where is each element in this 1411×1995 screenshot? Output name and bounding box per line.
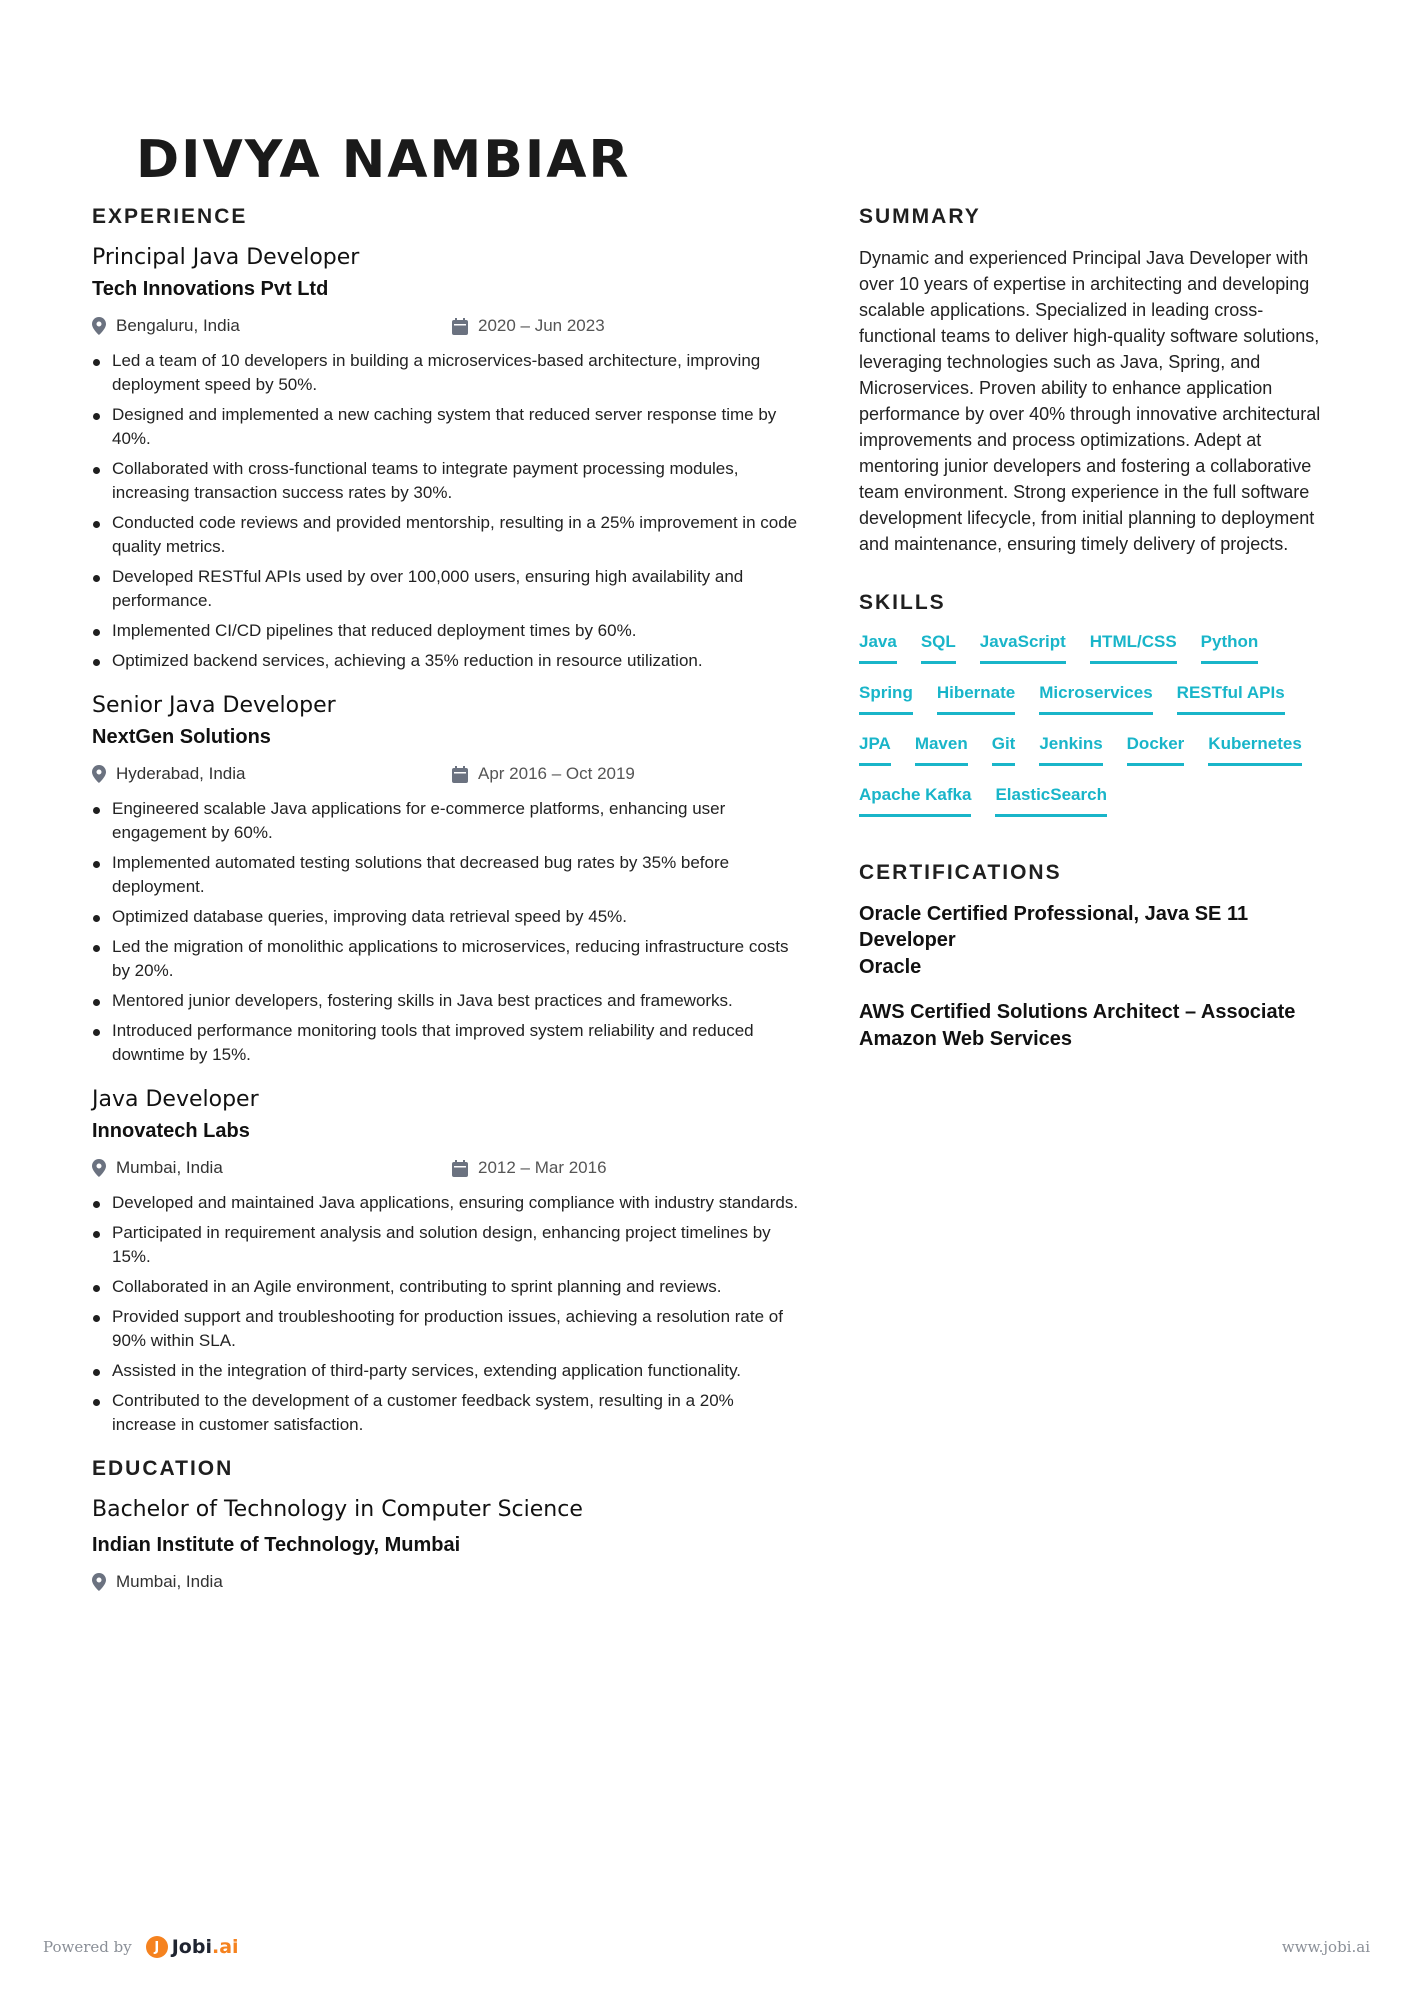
job-bullet: Led the migration of monolithic applications to microservices, reducing infrastructure costs by 20%. — [92, 935, 802, 983]
skill-tag: SQL — [921, 631, 956, 664]
job-bullets — [92, 1191, 802, 1437]
certification-entry — [859, 999, 1329, 1053]
calendar-icon — [452, 318, 468, 335]
certification-issuer: Amazon Web Services — [859, 1028, 1073, 1050]
logo-suffix: .ai — [211, 1936, 239, 1958]
skill-tag: Java — [859, 631, 897, 664]
certification-issuer: Oracle — [859, 956, 922, 978]
job-location: Hyderabad, India — [116, 764, 246, 783]
job-bullet: Optimized backend services, achieving a 35% reduction in resource utilization. — [92, 649, 802, 673]
skill-tag: Python — [1201, 631, 1259, 664]
candidate-name: DIVYA NAMBIAR — [136, 130, 631, 190]
certifications-list — [859, 901, 1329, 1053]
job-bullet: Led a team of 10 developers in building a microservices-based architecture, improving deployment speed by 50%. — [92, 349, 802, 397]
education-degree: Bachelor of Technology in Computer Science — [92, 1497, 583, 1522]
job-company: NextGen Solutions — [92, 726, 271, 748]
jobi-logo-icon: J — [146, 1936, 168, 1958]
powered-by — [43, 1936, 239, 1958]
certifications-heading: CERTIFICATIONS — [859, 861, 1062, 884]
skill-tag: Spring — [859, 682, 913, 715]
job-bullets — [92, 797, 802, 1067]
job-bullet: Collaborated in an Agile environment, contributing to sprint planning and reviews. — [92, 1275, 802, 1299]
skill-tag: HTML/CSS — [1090, 631, 1177, 664]
calendar-icon — [452, 766, 468, 783]
skill-tag: Jenkins — [1039, 733, 1102, 766]
right-column — [859, 205, 1329, 1071]
job-entry — [92, 245, 802, 673]
skill-tag: Docker — [1127, 733, 1185, 766]
job-dates: 2020 – Jun 2023 — [478, 316, 605, 335]
job-bullet: Collaborated with cross-functional teams to integrate payment processing modules, increasing transaction success rates by 30%. — [92, 457, 802, 505]
job-title: Principal Java Developer — [92, 245, 360, 270]
job-dates: Apr 2016 – Oct 2019 — [478, 764, 635, 783]
skills-heading: SKILLS — [859, 591, 946, 614]
skills-list — [859, 631, 1329, 835]
certification-name: Oracle Certified Professional, Java SE 11 Developer — [859, 903, 1249, 951]
job-bullet: Introduced performance monitoring tools that improved system reliability and reduced downtime by 15%. — [92, 1019, 802, 1067]
job-title: Senior Java Developer — [92, 693, 336, 718]
job-bullet: Developed RESTful APIs used by over 100,000 users, ensuring high availability and performance. — [92, 565, 802, 613]
job-company: Tech Innovations Pvt Ltd — [92, 278, 329, 300]
job-bullet: Implemented CI/CD pipelines that reduced deployment times by 60%. — [92, 619, 802, 643]
skill-tag: JPA — [859, 733, 891, 766]
education-school: Indian Institute of Technology, Mumbai — [92, 1534, 461, 1556]
left-column — [92, 205, 802, 1605]
job-bullet: Developed and maintained Java applications, ensuring compliance with industry standards. — [92, 1191, 802, 1215]
skill-tag: Hibernate — [937, 682, 1015, 715]
job-title: Java Developer — [92, 1087, 259, 1112]
skill-tag: RESTful APIs — [1177, 682, 1285, 715]
job-bullet: Mentored junior developers, fostering skills in Java best practices and frameworks. — [92, 989, 802, 1013]
job-bullet: Provided support and troubleshooting for production issues, achieving a resolution rate of 90% within SLA. — [92, 1305, 802, 1353]
summary-text: Dynamic and experienced Principal Java Developer with over 10 years of expertise in architecting and developing scalable applications. Specialized in leading cross-functional teams to deliver high-quality software solutions, leveraging technologies such as Java, Spring, and Microservices. Proven ability to enhance application performance by over 40% through innovative architectural improvements and process optimizations. Adept at mentoring junior developers and fostering a collaborative team environment. Strong experience in the full software development lifecycle, from initial planning to deployment and maintenance, ensuring timely delivery of projects. — [859, 248, 1321, 554]
skill-tag: Git — [992, 733, 1016, 766]
skill-tag: JavaScript — [980, 631, 1066, 664]
job-meta — [92, 315, 802, 337]
location-pin-icon — [92, 317, 106, 335]
job-bullet: Designed and implemented a new caching system that reduced server response time by 40%. — [92, 403, 802, 451]
skill-tag: ElasticSearch — [995, 784, 1107, 817]
job-company: Innovatech Labs — [92, 1120, 250, 1142]
education-heading: EDUCATION — [92, 1457, 234, 1480]
job-dates: 2012 – Mar 2016 — [478, 1158, 607, 1177]
calendar-icon — [452, 1160, 468, 1177]
jobi-logo-text[interactable] — [172, 1936, 239, 1958]
experience-list — [92, 245, 802, 1437]
skill-tag: Kubernetes — [1208, 733, 1302, 766]
job-bullet: Assisted in the integration of third-party services, extending application functionality. — [92, 1359, 802, 1383]
experience-heading: EXPERIENCE — [92, 205, 248, 228]
job-entry — [92, 1087, 802, 1437]
job-location: Mumbai, India — [116, 1158, 223, 1177]
job-meta — [92, 763, 802, 785]
job-bullet: Conducted code reviews and provided mentorship, resulting in a 25% improvement in code quality metrics. — [92, 511, 802, 559]
education-location: Mumbai, India — [116, 1572, 223, 1591]
job-location: Bengaluru, India — [116, 316, 240, 335]
location-pin-icon — [92, 1159, 106, 1177]
location-pin-icon — [92, 765, 106, 783]
job-bullets — [92, 349, 802, 673]
powered-by-label: Powered by — [43, 1938, 132, 1956]
job-meta — [92, 1157, 802, 1179]
job-bullet: Engineered scalable Java applications for e-commerce platforms, enhancing user engagement by 60%. — [92, 797, 802, 845]
job-bullet: Optimized database queries, improving data retrieval speed by 45%. — [92, 905, 802, 929]
location-pin-icon — [92, 1573, 106, 1591]
summary-heading: SUMMARY — [859, 205, 981, 228]
education-location-row — [92, 1571, 802, 1593]
skill-tag: Maven — [915, 733, 968, 766]
certification-entry — [859, 901, 1329, 981]
logo-main: Jobi — [171, 1936, 212, 1958]
footer-url[interactable]: www.jobi.ai — [1281, 1938, 1370, 1956]
job-bullet: Contributed to the development of a customer feedback system, resulting in a 20% increase in customer satisfaction. — [92, 1389, 802, 1437]
skill-tag: Apache Kafka — [859, 784, 971, 817]
skill-tag: Microservices — [1039, 682, 1152, 715]
job-bullet: Implemented automated testing solutions that decreased bug rates by 35% before deployment. — [92, 851, 802, 899]
certification-name: AWS Certified Solutions Architect – Associate — [859, 1001, 1296, 1023]
job-bullet: Participated in requirement analysis and solution design, enhancing project timelines by 15%. — [92, 1221, 802, 1269]
job-entry — [92, 693, 802, 1067]
